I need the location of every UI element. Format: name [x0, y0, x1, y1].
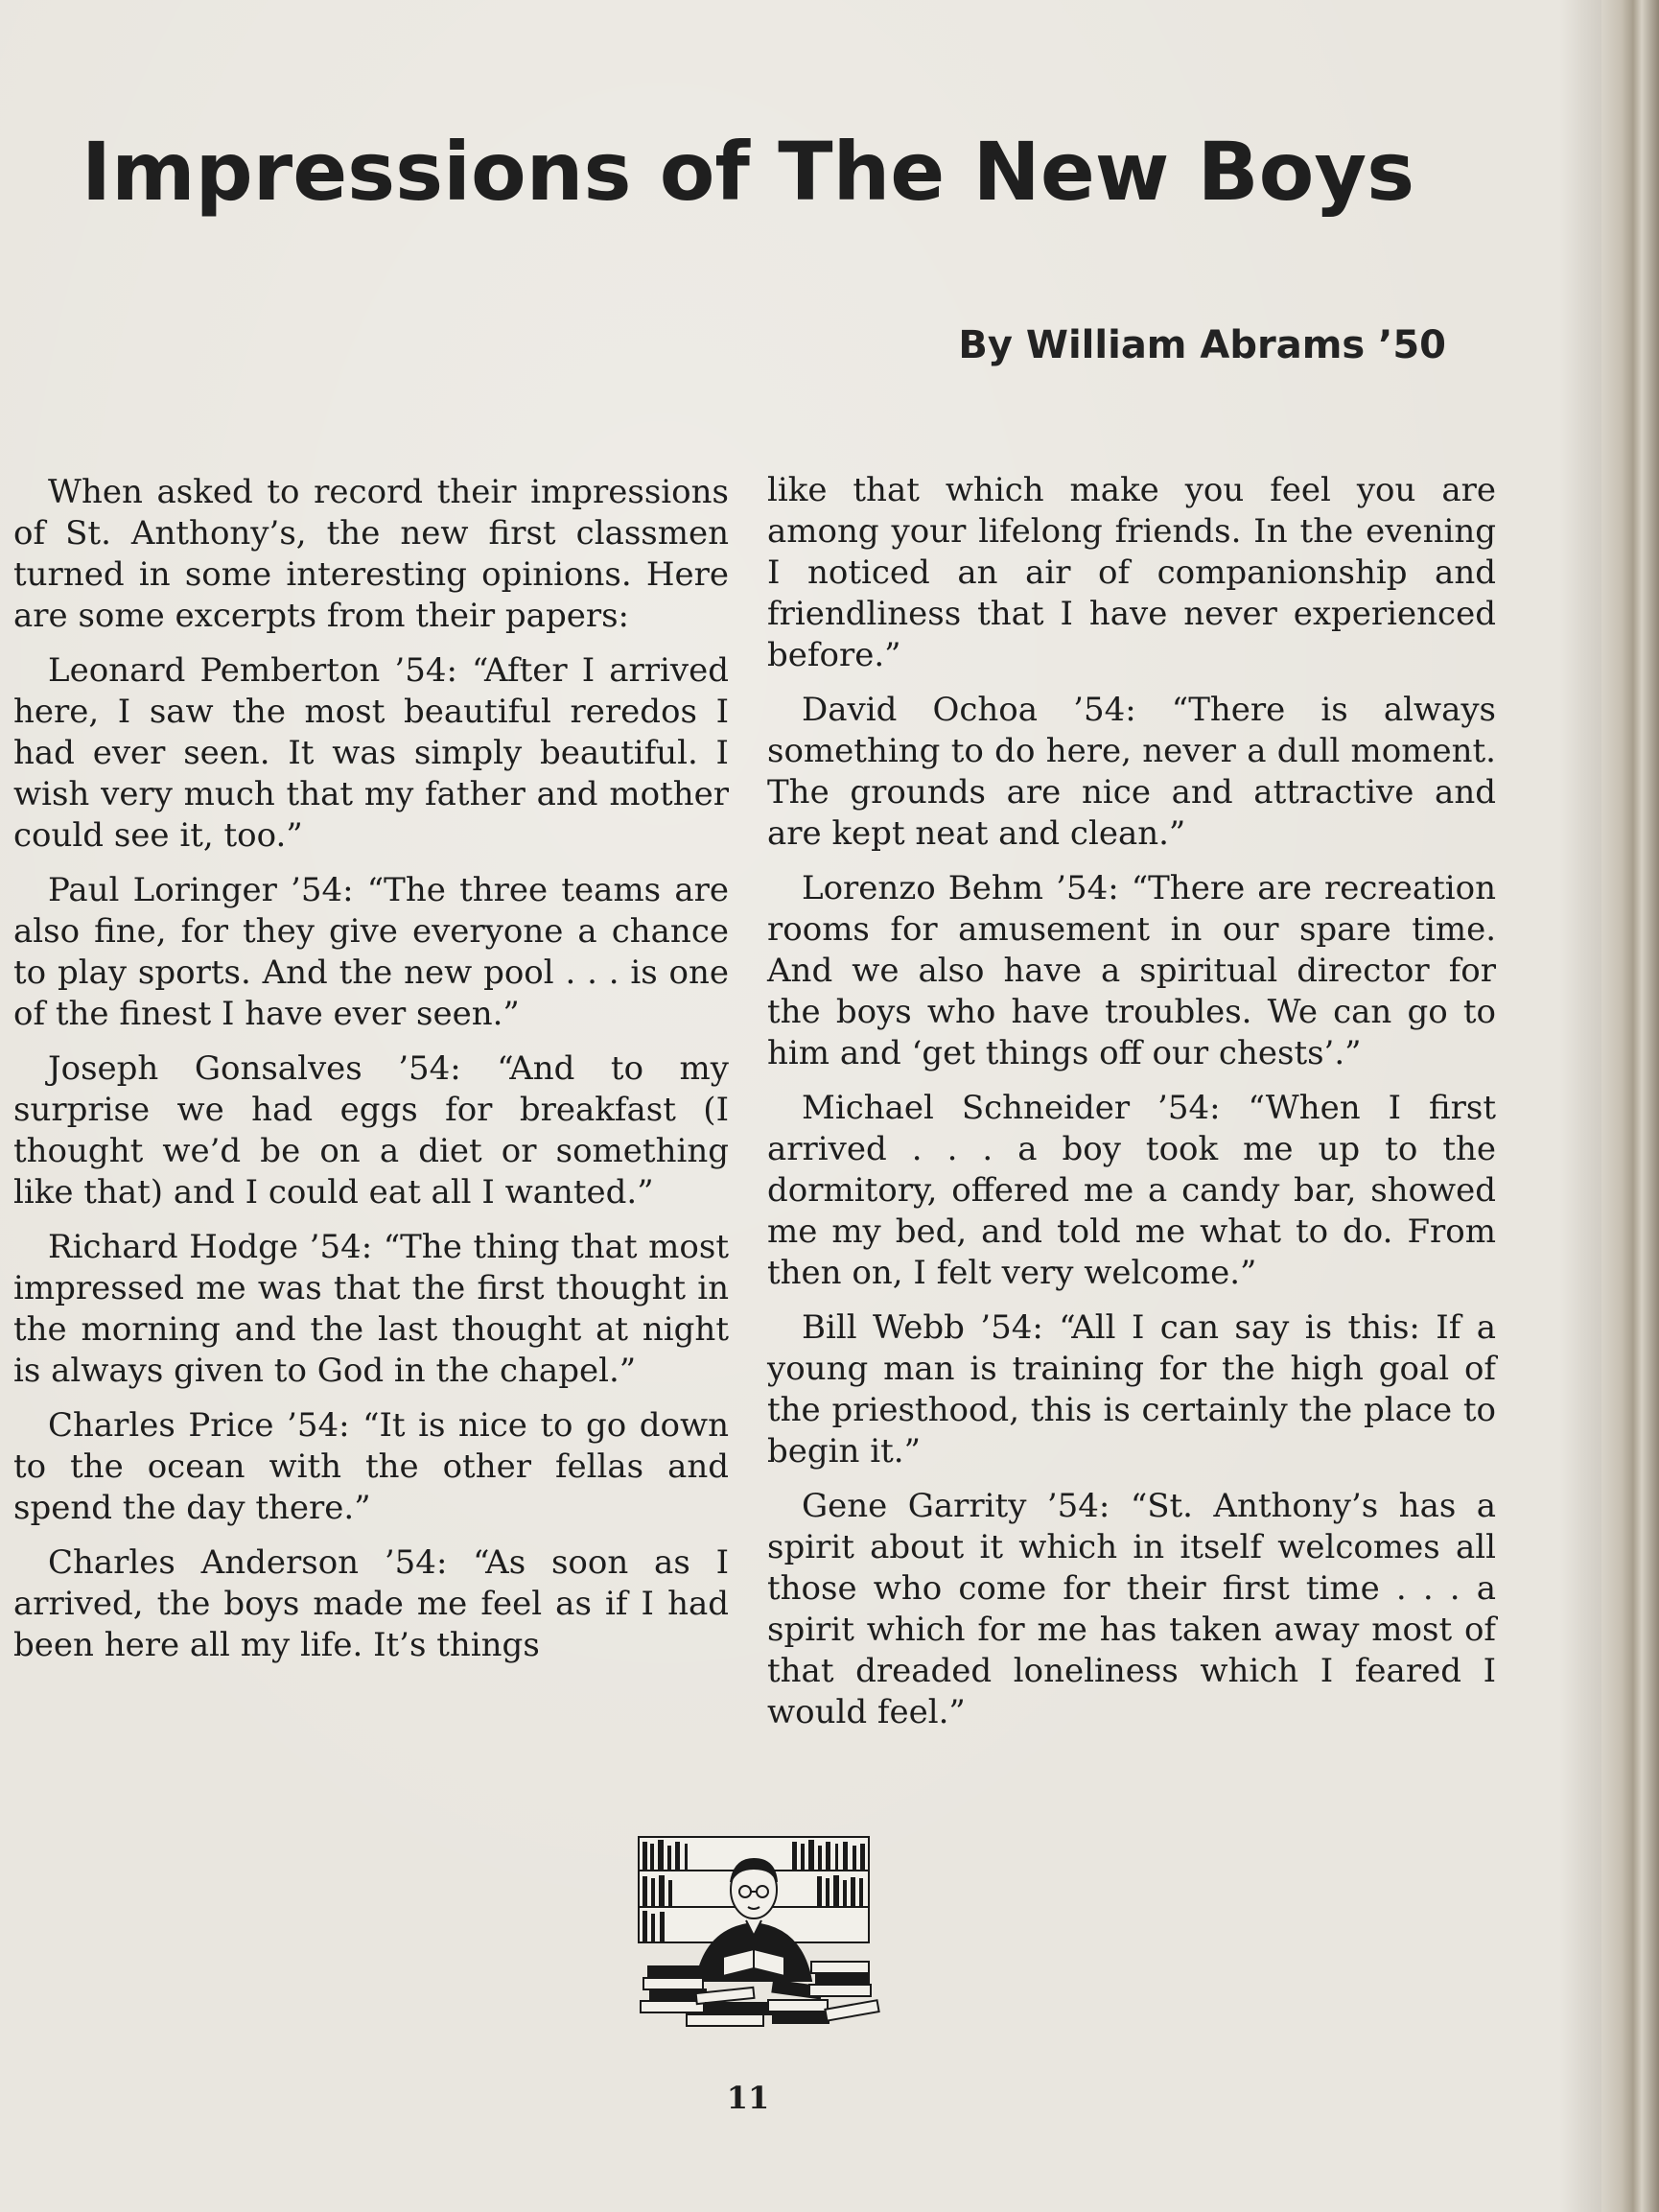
- quote-paragraph: Bill Webb ’54: “All I can say is this: If a young man is training for the high goal of the priesthood, this is certainly the place to begin it.”: [767, 1308, 1496, 1471]
- quote-paragraph: David Ochoa ’54: “There is always something to do here, never a dull moment. The grounds are nice and attractive and are kept neat and clean.”: [767, 691, 1496, 853]
- page-number: 11: [726, 2080, 770, 2116]
- quote-paragraph: Leonard Pemberton ’54: “After I arrived here, I saw the most beautiful reredos I had ever seen. It was simply beautiful. I wish very much that my father and mother could see it, too.”: [13, 651, 729, 855]
- left-text-column: [13, 472, 729, 1680]
- quote-paragraph: Lorenzo Behm ’54: “There are recreation rooms for amusement in our spare time. And we also have a spiritual director for the boys who have troubles. We can go to him and ‘get things off our chests’.”: [767, 869, 1496, 1072]
- intro-paragraph: When asked to record their impressions of St. Anthony’s, the new first classmen turned in some interesting opinions. Here are some excerpts from their papers:: [13, 473, 729, 635]
- quote-paragraph: Paul Loringer ’54: “The three teams are also fine, for they give everyone a chance to play sports. And the new pool . . . is one of the finest I have ever seen.”: [13, 871, 729, 1033]
- quote-paragraph: Michael Schneider ’54: “When I first arrived . . . a boy took me up to the dormitory, offered me a candy bar, showed me my bed, and told me what to do. From then on, I felt very welcome.”: [767, 1089, 1496, 1292]
- student-reading-books-illustration: [629, 1823, 888, 2038]
- article-title: Impressions of The New Boys: [81, 125, 1415, 219]
- article-byline: By William Abrams ’50: [958, 323, 1446, 367]
- quote-paragraph: Charles Anderson ’54: “As soon as I arrived, the boys made me feel as if I had been here all my life. It’s things: [13, 1543, 729, 1664]
- quote-paragraph: Joseph Gonsalves ’54: “And to my surprise we had eggs for breakfast (I thought we’d be on a diet or something like that) and I could eat all I wanted.”: [13, 1049, 729, 1212]
- quote-paragraph: Charles Price ’54: “It is nice to go down to the ocean with the other fellas and spend the day there.”: [13, 1406, 729, 1527]
- page-spine-edge: [1601, 0, 1659, 2212]
- continued-paragraph: like that which make you feel you are among your lifelong friends. In the evening I noticed an air of companionship and friendliness that I have never experienced before.”: [767, 471, 1496, 674]
- right-text-column: [767, 470, 1496, 1747]
- quote-paragraph: Richard Hodge ’54: “The thing that most impressed me was that the first thought in the morning and the last thought at night is always given to God in the chapel.”: [13, 1228, 729, 1390]
- quote-paragraph: Gene Garrity ’54: “St. Anthony’s has a spirit about it which in itself welcomes all those who come for their first time . . . a spirit which for me has taken away most of that dreaded loneliness which I feared I would feel.”: [767, 1487, 1496, 1731]
